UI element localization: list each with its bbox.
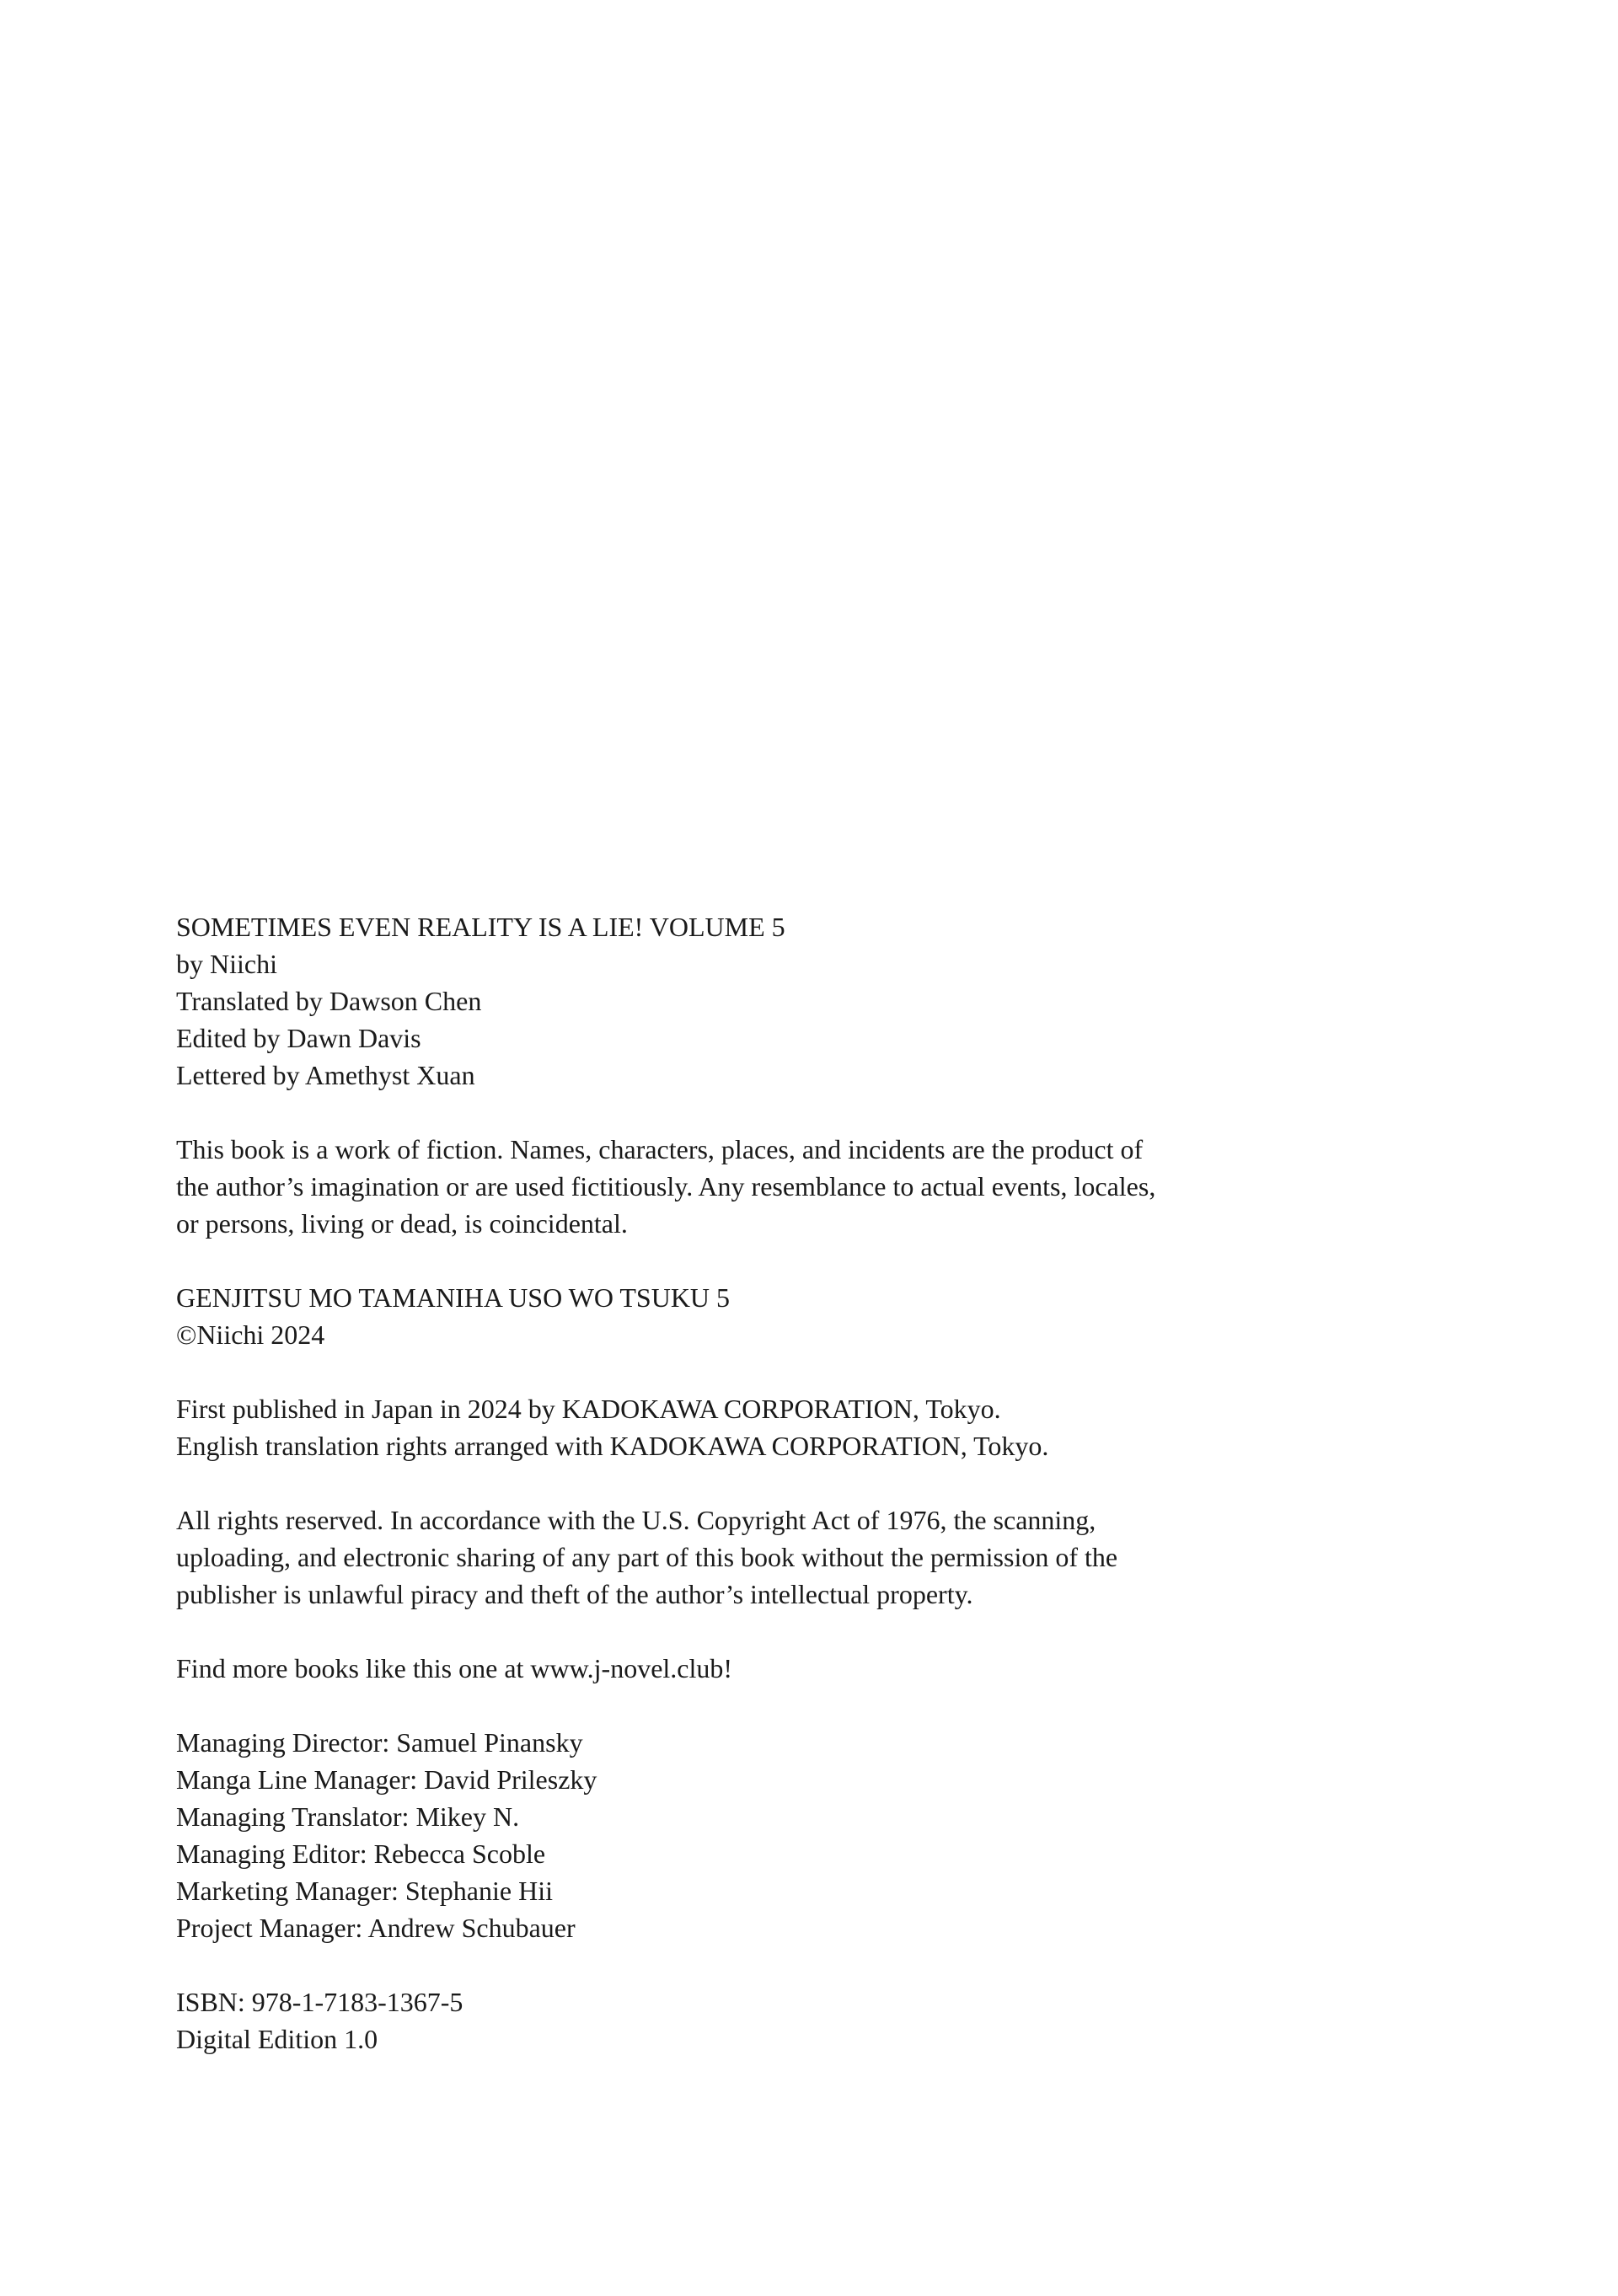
disclaimer-line: the author’s imagination or are used fictitiously. Any resemblance to actual events, locales, <box>176 1171 1156 1202</box>
isbn: ISBN: 978-1-7183-1367-5 <box>176 1987 463 2017</box>
promo-block <box>176 1650 1155 1687</box>
publication-block <box>176 1390 1155 1464</box>
rights-line: uploading, and electronic sharing of any part of this book without the permission of the <box>176 1542 1118 1572</box>
original-copyright: ©Niichi 2024 <box>176 1319 325 1350</box>
copyright-page <box>176 908 1155 2095</box>
original-title: GENJITSU MO TAMANIHA USO WO TSUKU 5 <box>176 1282 731 1313</box>
staff-line: Managing Director: Samuel Pinansky <box>176 1727 583 1758</box>
editor-credit: Edited by Dawn Davis <box>176 1023 421 1053</box>
book-title: SOMETIMES EVEN REALITY IS A LIE! VOLUME 5 <box>176 912 785 942</box>
credits-block <box>176 908 1155 1094</box>
staff-line: Marketing Manager: Stephanie Hii <box>176 1876 553 1906</box>
translator-credit: Translated by Dawson Chen <box>176 986 482 1016</box>
staff-block <box>176 1724 1155 1946</box>
edition-version: Digital Edition 1.0 <box>176 2024 378 2054</box>
staff-line: Managing Translator: Mikey N. <box>176 1801 520 1832</box>
disclaimer-line: This book is a work of fiction. Names, characters, places, and incidents are the product of <box>176 1134 1144 1164</box>
letterer-credit: Lettered by Amethyst Xuan <box>176 1060 475 1090</box>
publication-line: First published in Japan in 2024 by KADOKAWA CORPORATION, Tokyo. <box>176 1394 1001 1424</box>
rights-line: publisher is unlawful piracy and theft of the author’s intellectual property. <box>176 1579 973 1609</box>
publication-line: English translation rights arranged with KADOKAWA CORPORATION, Tokyo. <box>176 1431 1049 1461</box>
original-title-block <box>176 1279 1155 1353</box>
rights-line: All rights reserved. In accordance with the U.S. Copyright Act of 1976, the scanning, <box>176 1505 1096 1535</box>
fiction-disclaimer <box>176 1131 1155 1242</box>
staff-line: Manga Line Manager: David Prileszky <box>176 1764 597 1795</box>
staff-line: Project Manager: Andrew Schubauer <box>176 1913 576 1943</box>
edition-block <box>176 1983 1155 2058</box>
author-credit: by Niichi <box>176 949 277 979</box>
staff-line: Managing Editor: Rebecca Scoble <box>176 1838 546 1869</box>
rights-block <box>176 1501 1155 1613</box>
promo-text: Find more books like this one at www.j-novel.club! <box>176 1653 733 1683</box>
disclaimer-line: or persons, living or dead, is coincidental. <box>176 1208 628 1239</box>
